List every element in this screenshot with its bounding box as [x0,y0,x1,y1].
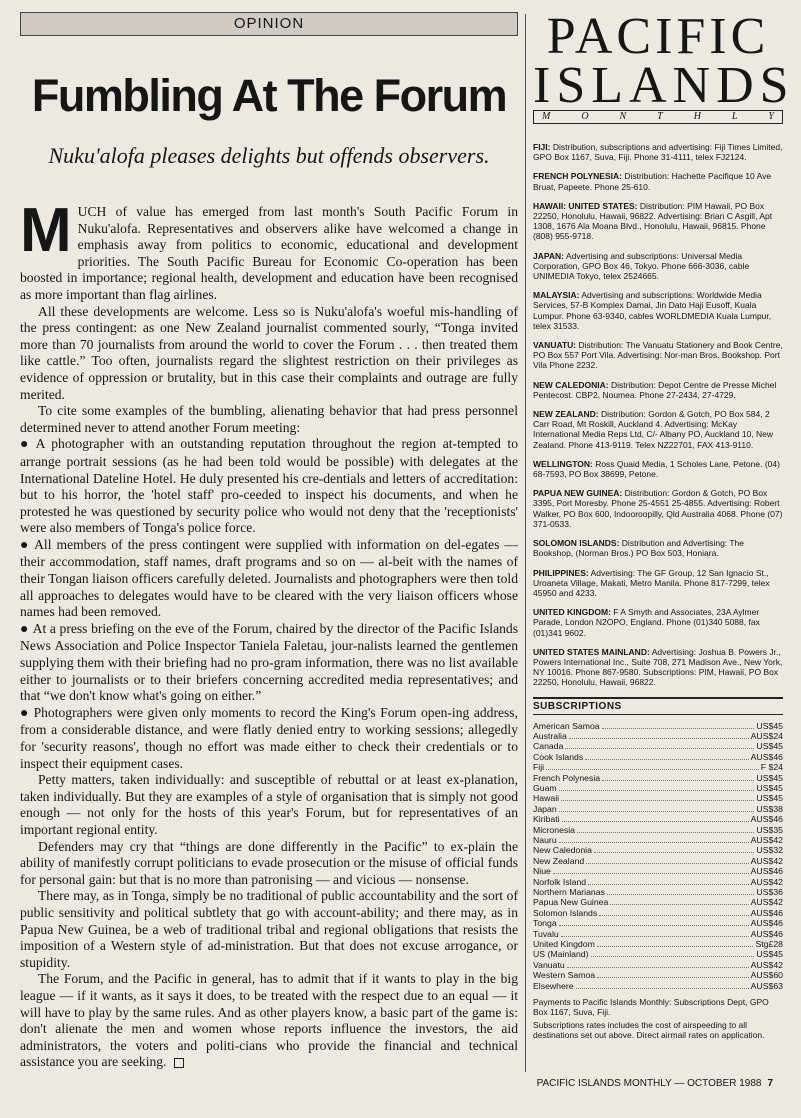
directory-entry [533,380,783,400]
directory-details: Distribution: Hachette Pacifique 10 Ave Bruat, Papeete. Phone 25-610. [533,171,772,192]
page-footer [537,1078,773,1090]
drop-cap: M [20,196,72,265]
rate-country: Norfolk Island [533,876,587,887]
section-tag: OPINION [20,12,518,36]
rate-row [533,731,783,741]
directory-entry [533,647,783,688]
article-paragraph: Petty matters, taken individually: and susceptible of rebuttal or at least ex-planation, taken individually. But they are examples of a style of organisation that is simply not good enough — not only for the hosts of this year's Forum, but for representatives of an important regional entity. [20,772,518,837]
rate-country: Kiribati [533,814,560,825]
rate-row [533,773,783,783]
rate-price: AUS$42 [750,835,783,845]
rate-price: US$45 [756,793,783,804]
leader-dots [546,762,759,770]
rate-price: US$45 [756,772,783,783]
leader-dots [559,918,749,926]
column-divider [525,14,526,1072]
rate-row [533,877,783,887]
leader-dots [588,877,749,885]
masthead-line-1: PACIFIC [546,8,770,65]
article-paragraph: There may, as in Tonga, simply be no traditional of public accountability and the sort of public sensitivity and political subtlety that go with account-ability; and there may, as in Papua New Guinea, be a web of traditional tribal and regional obligations that resists the imposition of a Western style of ad-ministration. But that does not excuse arrogance, or stupidity. [20,888,518,970]
leader-dots [561,793,754,801]
rate-country: New Caledonia [533,845,592,856]
rate-country: Vanuatu [533,959,565,970]
end-mark-icon [174,1058,184,1068]
directory-details: Distribution: Gordon & Gotch, PO Box 584, 2 Carr Road, Mt Roskill, Auckland 4. Advertising: McKay International Media Reps Ltd, C/- Albany PO, Auckland 10, New Zealand. Phone 413-9119. Telex NZ22701, FAX 413-9110. [533,409,774,450]
distribution-directory [533,142,783,688]
rate-price: AUS$42 [750,876,783,887]
leader-dots [569,731,749,739]
rate-row [533,845,783,855]
opinion-column [20,12,518,1071]
rate-row [533,835,783,845]
leader-dots [607,887,754,895]
rate-country: Nauru [533,835,557,845]
rate-country: Fiji [533,762,545,773]
rate-row [533,721,783,731]
directory-region: MALAYSIA: [533,290,580,301]
leader-dots [559,783,755,791]
rate-price: AUS$46 [750,928,783,939]
airmail-note: Subscriptions rates includes the cost of airspeeding to all destinations set out above. Direct airmail rates on application. [533,1019,765,1040]
rate-country: Australia [533,730,567,741]
leader-dots [610,897,748,905]
rate-row [533,908,783,918]
directory-region: PAPUA NEW GUINEA: [533,488,623,499]
article-paragraph: To cite some examples of the bumbling, alienating behavior that had press personnel determined never to attend another Forum meeting: [20,403,518,435]
monthly-letter: N [619,111,627,122]
directory-details: Distribution: PIM Hawaii, PO Box 22250, Honolulu, Hawaii, 96822. Advertising: Brian C Asgill, Apt 1308, 1676 Ala Moana Blvd., Honolulu, Hawaii, 96815. Phone (808) 955-9718. [533,200,773,242]
directory-entry [533,340,783,371]
directory-entry [533,459,783,479]
article-paragraph: All these developments are welcome. Less so is Nuku'alofa's woeful mis-handling of the press contingent: as one New Zealand journalist commented sourly, “Tonga invited more than 70 journalists from around the world to cover the Forum . . . then treated them like cattle.” Too often, journalists regard the slightest restriction on their privileges as evidence of oppression or brutality, but in this case their complaints and outrage are fully merited. [20,303,518,402]
rate-row [533,866,783,876]
bullet-icon: ● [20,705,30,721]
directory-region: PHILIPPINES: [533,567,589,578]
leader-dots [585,752,748,760]
rate-row [533,783,783,793]
masthead-line-2: ISLANDS [533,57,795,114]
directory-region: NEW ZEALAND: [533,409,599,420]
rate-row [533,825,783,835]
leader-dots [565,741,754,749]
rate-row [533,929,783,939]
rate-price: US$35 [756,824,783,835]
leader-dots [597,939,754,947]
monthly-letter: T [657,111,663,122]
directory-region: HAWAII: UNITED STATES: [533,200,638,211]
leader-dots [553,866,749,874]
directory-details: Distribution: The Vanuatu Stationery and Book Centre, PO Box 557 Port Vila. Advertising: Nor-man Bros. Bookshop. Port Vila Phone 2232. [533,340,783,371]
rate-price: US$45 [756,741,783,752]
directory-region: FRENCH POLYNESIA: [533,171,622,182]
directory-entry [533,201,783,242]
rate-row [533,939,783,949]
bullet-paragraph: ● A photographer with an outstanding reputation throughout the region at-tempted to arrange portrait sessions (as he had been told would be possible) with delegates at the International Dateline Hotel. He duly presented his cre-dentials and letters of accreditation: but to his horror, the 'hotel staff' pro-ceeded to inspect his documents, and when he protested he was questioned by security police who would not deny that the 'receptionists' were also members of Tonga's police force. [20,436,518,536]
rate-price: AUS$46 [750,814,783,825]
directory-details: Distribution, subscriptions and advertising: Fiji Times Limited, GPO Box 1167, Suva, Fiji. Phone 31-4111, telex FJ2124. [533,142,783,163]
directory-entry [533,488,783,529]
rate-price: AUS$46 [750,918,783,929]
leader-dots [591,949,755,957]
rate-country: Solomon Islands [533,907,598,918]
rate-row [533,804,783,814]
rate-country: United Kingdom [533,939,595,950]
directory-entry [533,568,783,599]
rate-price: US$36 [756,887,783,898]
leader-dots [562,814,749,822]
rate-country: Tonga [533,918,557,929]
rate-row [533,970,783,980]
directory-region: SOLOMON ISLANDS: [533,538,620,549]
directory-region: UNITED STATES MAINLAND: [533,646,650,657]
rate-country: Tuvalu [533,928,559,939]
leader-dots [577,825,754,833]
article-standfirst: Nuku'alofa pleases delights but offends observers. [48,143,490,168]
leader-dots [561,929,749,937]
rate-price: AUS$46 [750,866,783,877]
directory-region: JAPAN: [533,250,565,261]
subscription-notes [533,997,783,1040]
subscriptions-heading: SUBSCRIPTIONS [533,697,783,715]
rate-price: AUS$42 [750,855,783,866]
directory-region: WELLINGTON: [533,458,593,469]
monthly-letter: H [693,111,701,122]
rate-row [533,752,783,762]
monthly-letter: O [581,111,589,122]
rate-country: American Samoa [533,720,600,731]
rate-price: AUS$46 [750,751,783,762]
leader-dots [576,981,749,989]
directory-entry [533,409,783,450]
rate-row [533,762,783,772]
rate-country: French Polynesia [533,772,601,783]
rate-row [533,897,783,907]
leader-dots [559,835,749,843]
rate-price: US$45 [756,782,783,793]
directory-details: F A Smyth and Associates, 23A Aylmer Parade, London N2OPO, England. Phone (01)340 5088, fax (01)341 9602. [533,607,760,638]
bullet-paragraph: ● Photographers were given only moments to record the King's Forum open-ing address, from a considerable distance, and were flatly denied entry to working sessions; allegedly for 'security reasons', though no effort was made either to check their credentials or to inspect their equipment cases. [20,704,518,771]
directory-entry [533,142,783,162]
rate-row [533,949,783,959]
rate-row [533,856,783,866]
directory-details: Distribution and Advertising: The Bookshop, (Norman Bros.) PO Box 503, Honiara. [533,538,745,559]
bullet-icon: ● [20,537,31,553]
monthly-letter: L [731,111,738,122]
article-paragraph: MUCH of value has emerged from last month's South Pacific Forum in Nuku'alofa. Representatives and observers alike have welcomed a change in emphasis away from politics to economic, educational and development priorities. The South Pacific Bureau for Economic Co-operation has been boosted in importance; regional health, development and education have been recognised as more important than flag airlines. [20,196,518,302]
monthly-letter: M [542,111,551,122]
rate-price: AUS$24 [750,730,783,741]
leader-dots [594,845,755,853]
rate-country: Northern Marianas [533,887,605,898]
rate-price: F $24 [760,762,783,773]
rate-row [533,741,783,751]
rate-country: Niue [533,866,551,877]
payment-note: Payments to Pacific Islands Monthly: Subscriptions Dept, GPO Box 1167, Suva, Fiji. [533,997,769,1018]
bullet-icon: ● [20,621,29,637]
rate-row [533,887,783,897]
sidebar [533,8,795,1042]
rate-country: Guam [533,782,557,793]
page-number: 7 [767,1078,773,1089]
rate-price: US$45 [756,720,783,731]
rate-row [533,814,783,824]
rate-price: AUS$42 [750,959,783,970]
bullet-paragraph: ● All members of the press contingent were supplied with information on del-egates — their accommodation, staff names, draft programs and so on — al-beit with the names of their Tongan liaison officers carefully deleted. Journalists and photographers were then told all approaches to delegates would have to be cleared with the very liaison officers whose names had been removed. [20,536,518,620]
directory-details: Advertising and subscriptions: Worldwide Media Services, 57-B Komplex Damai, Jin Dato Haji Eusoff, Kuala Lumpur. Phone 63-9340, cables WORLDMEDIA Kuala Lumpur, telex 31533. [533,290,772,331]
rate-country: Cook Islands [533,751,584,762]
directory-details: Distribution: Gordon & Gotch, PO Box 3395, Port Moresby. Phone 25-4551 25-4855. Advertising: Robert Walker, PO Box 600, Indooroopilly, Qld Australia 4068. Phone (07) 371-0533. [533,488,783,529]
article-paragraph: The Forum, and the Pacific in general, has to admit that if it wants to play in the big league — if it wants, as it says it does, to be treated with the respect due to an equal — it will have to play by the same rules. And as other players know, a basic part of the game is: don't alienate the men and women whose reports influence the investors, the aid administrators, the voters and politi-cians who provide the financial and technical assistance you are seeking. [20,971,518,1070]
subscription-rates [533,721,783,992]
directory-region: NEW CALEDONIA: [533,379,609,390]
rate-price: Stg£28 [755,939,783,950]
rate-country: Canada [533,741,564,752]
directory-details: Advertising: The GF Group, 12 San Ignacio St., Uroaneta Village, Makati, Metro Manila. Phone 817-7299, telex 45950 and 4233. [533,567,770,598]
rate-price: US$45 [756,949,783,960]
rate-row [533,918,783,928]
footer-text: PACIFIC ISLANDS MONTHLY — OCTOBER 1988 [536,1078,762,1089]
directory-entry [533,171,783,191]
rate-country: Japan [533,803,557,814]
article-paragraph: Defenders may cry that “things are done differently in the Pacific” to ex-plain the ability of manifestly corrupt politicians to evade prosecution or the misuse of official funds for personal gain: but that is no more than patronising — and vicious — nonsense. [20,838,518,887]
rate-price: US$32 [756,845,783,856]
directory-entry [533,290,783,331]
leader-dots [602,773,754,781]
rate-price: AUS$60 [750,970,783,981]
directory-entry [533,607,783,638]
bullet-paragraph: ● At a press briefing on the eve of the Forum, chaired by the director of the Pacific Islands News Association and Police Inspector Taniela Faletau, jour-nalists learned the gentlemen supplying them with their briefing had no pro-gram information, there was no list available either to journalists or to their briefers concerning accredited media representatives; and that “we don't know what's going on either.” [20,620,518,704]
leader-dots [559,804,755,812]
directory-details: Advertising and subscriptions: Universal Media Corporation, GPO Box 46, Tokyo. Phone 666-3036, cable UNIMEDIA Tokyo, telex 2524665. [533,250,750,282]
rate-country: Micronesia [533,824,576,835]
rate-row [533,960,783,970]
directory-region: UNITED KINGDOM: [533,607,611,618]
rate-row [533,981,783,991]
leader-dots [567,960,749,968]
article-headline: Fumbling At The Forum [31,70,507,121]
directory-region: VANUATU: [533,340,577,351]
directory-region: FIJI: [533,142,551,152]
leader-dots [599,908,748,916]
leader-dots [586,856,748,864]
rate-country: Hawaii [533,793,560,804]
article-body [20,196,518,1071]
monthly-letter: Y [768,111,774,122]
rate-price: AUS$46 [750,907,783,918]
directory-details: Ross Quaid Media, 1 Scholes Lane, Petone. (04) 68-7593, PO Box 38699, Petone. [533,458,780,480]
rate-country: US (Mainland) [533,949,589,960]
leader-dots [597,970,749,978]
rate-country: Papua New Guinea [533,897,609,908]
rate-country: Elsewhere [533,980,574,991]
rate-price: AUS$63 [750,980,783,991]
bullet-icon: ● [20,437,32,453]
rate-price: US$38 [756,803,783,814]
directory-entry [533,251,783,282]
leader-dots [602,721,755,729]
rate-country: Western Samoa [533,970,596,981]
directory-entry [533,538,783,558]
rate-row [533,793,783,803]
directory-details: Advertising: Joshua B. Powers Jr., Powers International Inc., Suite 708, 271 Madison Ave., New York, NY 10016. Phone 867-9580. Subscriptions: PIM, Hawaii, PO Box 22250, Honolulu, Hawaii, 96822. [533,646,783,688]
rate-price: AUS$42 [750,897,783,908]
rate-country: New Zealand [533,855,585,866]
directory-details: Distribution: Depot Centre de Presse Michel Pentecost. CBP2, Noumea. Phone 27-2434, 27-4729. [533,379,777,400]
